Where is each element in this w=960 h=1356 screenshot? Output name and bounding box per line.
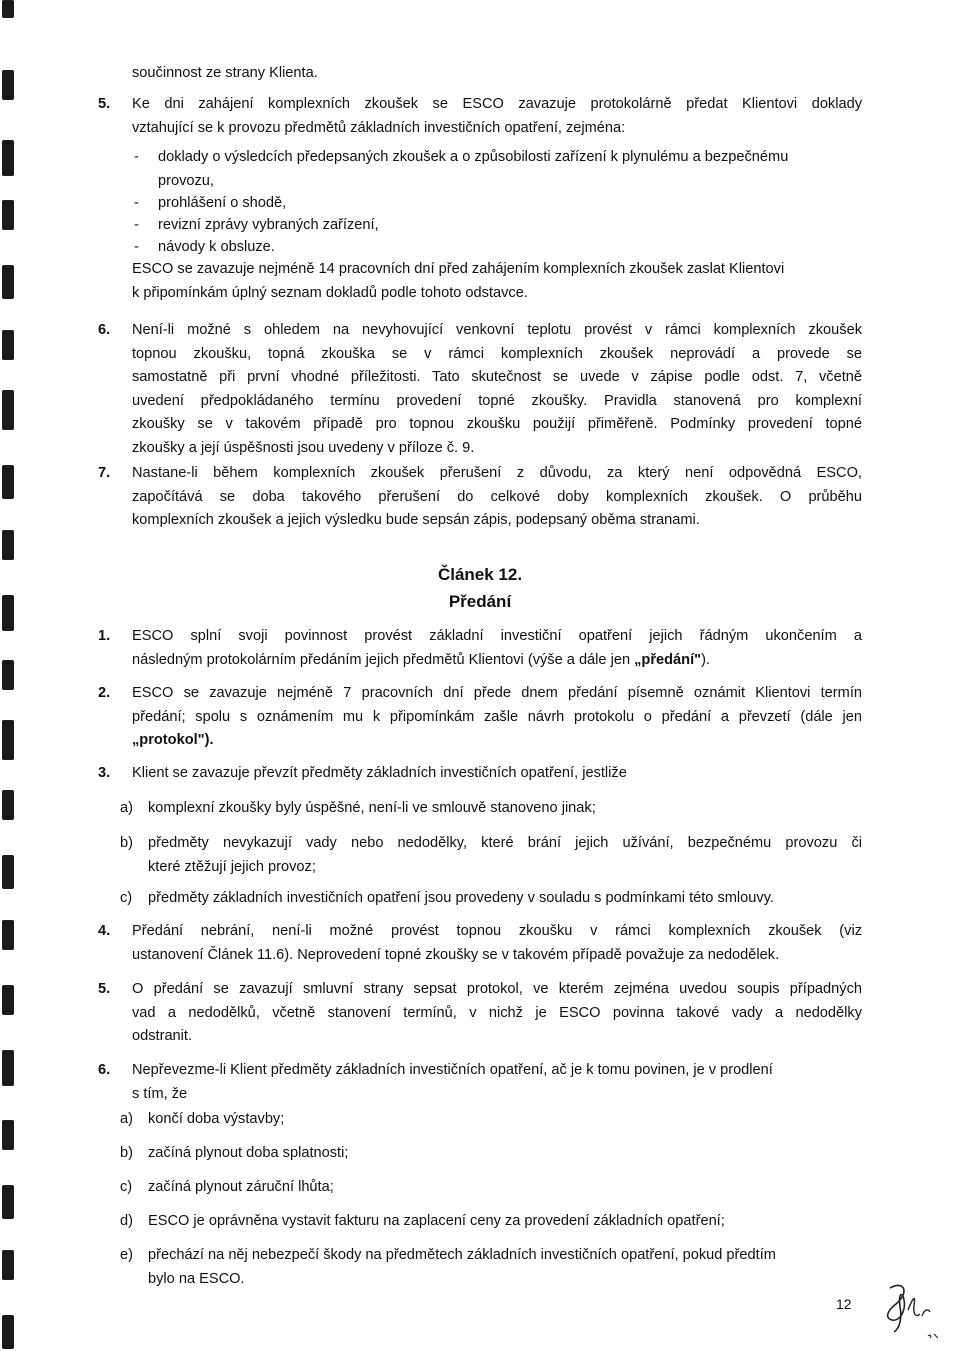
item-number-1: 1.	[98, 628, 111, 644]
bullet-item: návody k obsluze.	[158, 239, 275, 255]
binding-marks	[0, 0, 34, 1356]
item-3-text: Klient se zavazuje převzít předměty základních investičních opatření, jestliže	[132, 765, 627, 781]
item-6a: končí doba výstavby;	[148, 1111, 285, 1127]
article-title: Předání	[448, 592, 512, 611]
item-6d: ESCO je oprávněna vystavit fakturu na zaplacení ceny za provedení základních opatření;	[148, 1213, 725, 1229]
item-6c: začíná plynout záruční lhůta;	[148, 1179, 334, 1195]
bullet-item: doklady o výsledcích předepsaných zkoušek a o způsobilosti zařízení k plynulému a bezpečnému provozu,	[158, 149, 789, 189]
item-number-5: 5.	[98, 981, 111, 997]
list-letter: a)	[120, 800, 133, 816]
item-3b: předměty nevykazují vady nebo nedodělky, které brání jejich užívání, bezpečnému provozu či které ztěžují jejich provoz;	[148, 835, 862, 875]
section-number-7: 7.	[98, 465, 111, 481]
item-number-6: 6.	[98, 1062, 111, 1078]
continuation-line: součinnost ze strany Klienta.	[132, 65, 318, 81]
list-letter: b)	[120, 835, 133, 851]
section-number-6: 6.	[98, 322, 111, 338]
item-5-text: O předání se zavazují smluvní strany sepsat protokol, ve kterém zejména uvedou soupis případných vad a nedodělků, včetně stanovení termínů, v nichž je ESCO povinna takové vady a nedodělky odstranit.	[132, 981, 862, 1044]
section-5-intro: Ke dni zahájení komplexních zkoušek se ESCO zavazuje protokolárně předat Klientovi doklady vztahující se k provozu předmětů základních investičních opatření, zejména:	[132, 96, 862, 136]
item-6e: přechází na něj nebezpečí škody na předmětech základních investičních opatření, pokud předtím bylo na ESCO.	[148, 1247, 776, 1287]
item-4-text: Předání nebrání, není-li možné provést topnou zkoušku v rámci komplexních zkoušek (viz ustanovení Článek 11.6). Neprovedení topné zkoušky se v takovém případě považuje za nedodělek.	[132, 923, 862, 963]
section-7-text: Nastane-li během komplexních zkoušek přerušení z důvodu, za který není odpovědná ESCO, započítává se doba takového přerušení do celkové doby komplexních zkoušek. O průběhu komplexních zkoušek a jejich výsledku bude sepsán zápis, podepsaný oběma stranami.	[132, 465, 862, 528]
item-number-4: 4.	[98, 923, 111, 939]
signature-mark	[870, 1270, 950, 1350]
section-6-text: Není-li možné s ohledem na nevyhovující venkovní teplotu provést v rámci komplexních zkoušek topnou zkoušku, topná zkouška se v rámci komplexních zkoušek neprovádí a provede se samostatně při první vhodné příležitosti. Tato skutečnost se uvede v zápise podle odst. 7, včetně uvedení předpokládaného termínu provedení topné zkoušky. Pravidla stanovená pro komplexní zkoušky se v takovém případě pro topnou zkoušku použijí přiměřeně. Podmínky provedení topné zkoušky a její úspěšnosti jsou uvedeny v příloze č. 9.	[132, 322, 862, 456]
list-letter: b)	[120, 1145, 133, 1161]
item-1-text: ESCO splní svoji povinnost provést základní investiční opatření jejich řádným ukončením a následným protokolárním předáním jejich předmětů Klientovi (výše a dále jen „předání").	[132, 628, 862, 668]
bullet-item: prohlášení o shodě,	[158, 195, 287, 211]
bullet-dash: -	[134, 217, 139, 233]
bullet-dash: -	[134, 149, 139, 165]
item-2-text: ESCO se zavazuje nejméně 7 pracovních dní přede dnem předání písemně oznámit Klientovi termín předání; spolu s oznámením mu k připomínkám zašle návrh protokolu o předání a převzetí (dále jen „protokol").	[132, 685, 862, 748]
article-number: Článek 12.	[437, 565, 523, 584]
list-letter: d)	[120, 1213, 133, 1229]
bullet-dash: -	[134, 195, 139, 211]
item-3c: předměty základních investičních opatření jsou provedeny v souladu s podmínkami této smlouvy.	[148, 890, 774, 906]
item-6-text: Nepřevezme-li Klient předměty základních investičních opatření, ač je k tomu povinen, je v prodlení s tím, že	[132, 1062, 773, 1102]
bullet-item: revizní zprávy vybraných zařízení,	[158, 217, 379, 233]
list-letter: c)	[120, 1179, 133, 1195]
section-5-after: ESCO se zavazuje nejméně 14 pracovních dní před zahájením komplexních zkoušek zaslat Klientovi k připomínkám úplný seznam dokladů podle tohoto odstavce.	[132, 261, 785, 301]
list-letter: c)	[120, 890, 133, 906]
item-6b: začíná plynout doba splatnosti;	[148, 1145, 349, 1161]
item-number-3: 3.	[98, 765, 111, 781]
item-number-2: 2.	[98, 685, 111, 701]
list-letter: a)	[120, 1111, 133, 1127]
page-number: 12	[836, 1296, 852, 1312]
section-number-5: 5.	[98, 96, 111, 112]
list-letter: e)	[120, 1247, 133, 1263]
bullet-dash: -	[134, 239, 139, 255]
item-3a: komplexní zkoušky byly úspěšné, není-li ve smlouvě stanoveno jinak;	[148, 800, 596, 816]
